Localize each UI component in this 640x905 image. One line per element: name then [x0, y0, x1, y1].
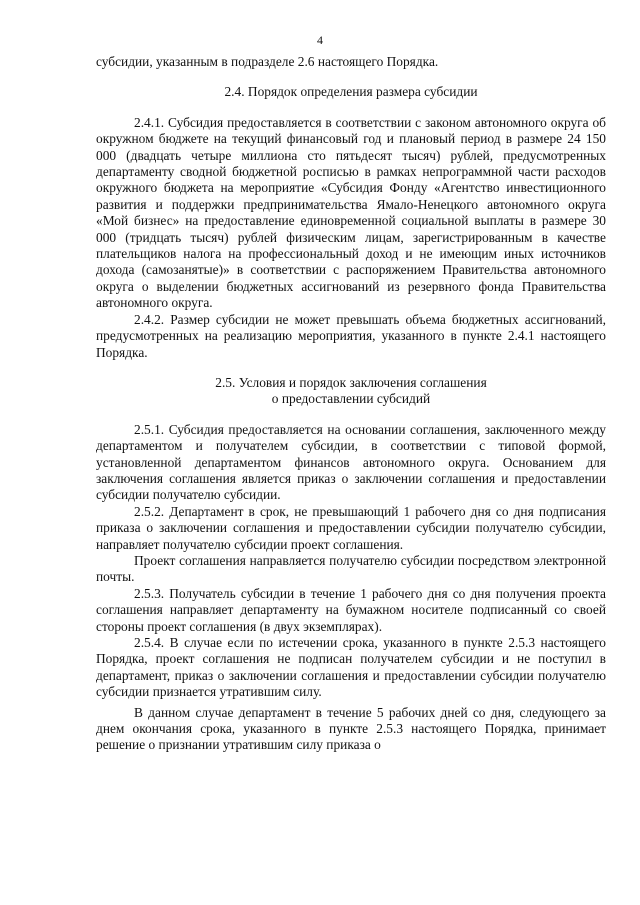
- paragraph-2-4-1: 2.4.1. Субсидия предоставляется в соответствии с законом автономного округа об окружном бюджете на текущий финансовый год и плановый период в размере 24 150 000 (двадцать четыре миллиона сто пятьдесят тысяч) рублей, предусмотренных департаменту сводной бюджетной росписью в рамках непрограммной части расходов окружного бюджета на мероприятие «Субсидия Фонду «Агентство инвестиционного развития и поддержки предпринимательства Ямало-Ненецкого автономного округа «Мой бизнес» на предоставление единовременной социальной выплаты в размере 30 000 (тридцать тысяч) рублей физическим лицам, зарегистрированным в качестве плательщиков налога на профессиональный доход и не имеющим иных источников дохода (самозанятые)» в соответствии с распоряжением Правительства автономного округа о выделении бюджетных ассигнований из резервного фонда Правительства автономного округа.: [96, 114, 606, 311]
- paragraph-2-5-3: 2.5.3. Получатель субсидии в течение 1 рабочего дня со дня получения проекта соглашения направляет департаменту на бумажном носителе подписанный со своей стороны проект соглашения (в двух экземплярах).: [96, 585, 606, 634]
- section-2-4-heading: [96, 84, 606, 100]
- section-2-5-heading: [96, 375, 606, 408]
- document-body: [96, 54, 606, 754]
- section-2-4-title: 2.4. Порядок определения размера субсидии: [224, 84, 478, 100]
- paragraph-2-5-4: 2.5.4. В случае если по истечении срока, указанного в пункте 2.5.3 настоящего Порядка, проект соглашения не подписан получателем субсидии и не поступил в департамент, приказ о заключении соглашения и предоставлении субсидии получателю субсидии признается утратившим силу.: [96, 635, 606, 700]
- paragraph-2-5-1: 2.5.1. Субсидия предоставляется на основании соглашения, заключенного между департаментом и получателем субсидии, в соответствии с типовой формой, установленной департаментом финансов автономного округа. Основанием для заключения соглашения является приказ о заключении соглашения и предоставлении субсидии получателю субсидии.: [96, 421, 606, 503]
- paragraph-2-5-2-cont: Проект соглашения направляется получателю субсидии посредством электронной почты.: [96, 552, 606, 585]
- paragraph-2-5-4-cont: В данном случае департамент в течение 5 рабочих дней со дня, следующего за днем окончания срока, указанного в пункте 2.5.3 настоящего Порядка, принимает решение о признании утратившим силу приказа о: [96, 704, 606, 753]
- section-2-5-title-line1: 2.5. Условия и порядок заключения соглашения: [215, 374, 487, 390]
- paragraph-2-5-2: 2.5.2. Департамент в срок, не превышающий 1 рабочего дня со дня подписания приказа о заключении соглашения и предоставлении субсидии получателю субсидии, направляет получателю субсидии проект соглашения.: [96, 503, 606, 552]
- section-2-5-title-line2: о предоставлении субсидий: [271, 391, 431, 407]
- paragraph-2-4-2: 2.4.2. Размер субсидии не может превышать объема бюджетных ассигнований, предусмотренных на реализацию мероприятия, указанного в пункте 2.4.1 настоящего Порядка.: [96, 311, 606, 360]
- page-number: 4: [317, 33, 323, 47]
- continuation-text: субсидии, указанным в подразделе 2.6 настоящего Порядка.: [96, 54, 439, 69]
